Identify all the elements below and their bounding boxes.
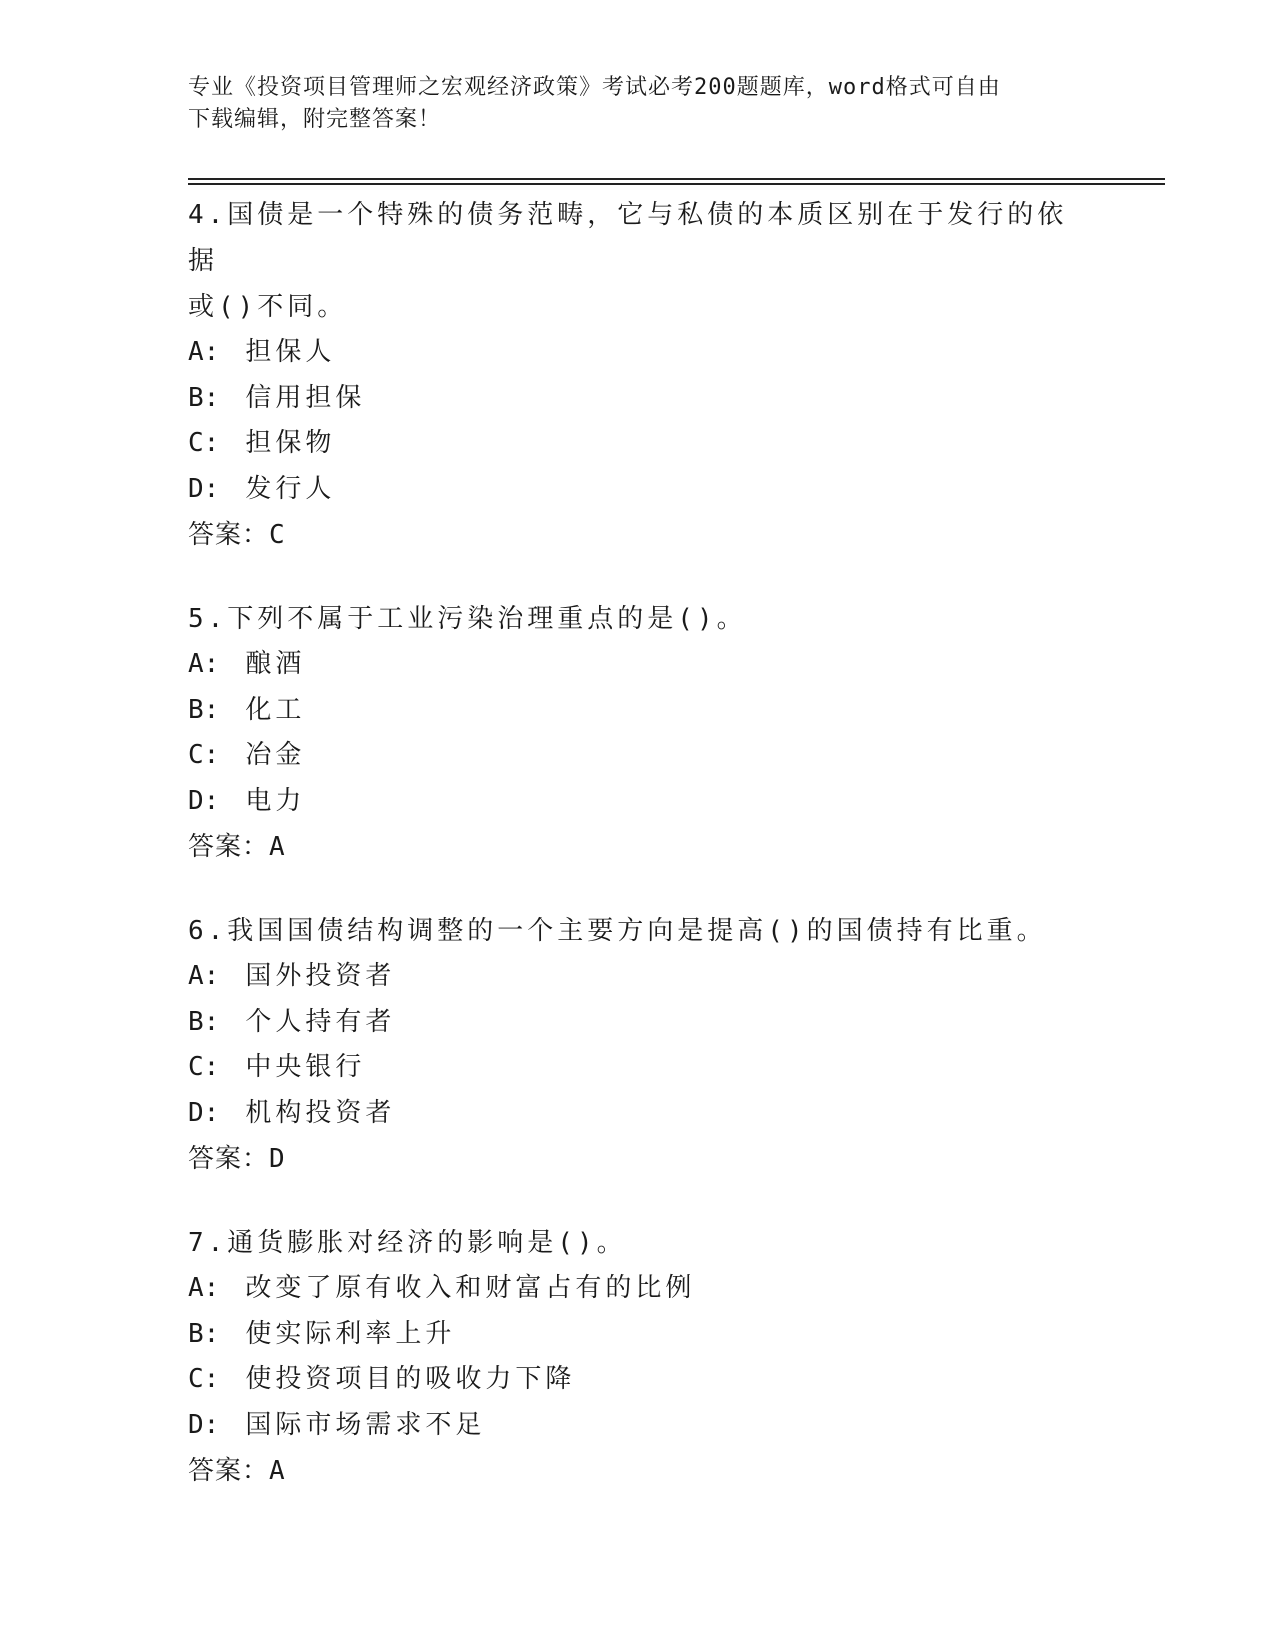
option-text: 信用担保 [245,382,366,413]
question-stem: 5.下列不属于工业污染治理重点的是()。 [188,604,747,634]
option-letter: C: [188,1052,220,1082]
option-b [188,1000,1088,1046]
answer-line [188,512,1088,558]
option-letter: D: [188,1409,220,1440]
option-text: 国外投资者 [245,961,396,991]
option-text: 使投资项目的吸收力下降 [245,1364,576,1394]
option-text: 改变了原有收入和财富占有的比例 [245,1273,696,1303]
document-header [188,72,1068,136]
option-b [188,1312,1088,1358]
question-stem: 7.通货膨胀对经济的影响是()。 [188,1228,627,1258]
option-text: 机构投资者 [245,1097,396,1128]
option-text: 化工 [245,694,306,725]
answer-value: C [269,520,286,550]
option-text: 国际市场需求不足 [245,1409,486,1440]
question-stem: 6.我国国债结构调整的一个主要方向是提高()的国债持有比重。 [188,916,1047,946]
option-text: 电力 [245,785,306,816]
option-letter: B: [188,1318,220,1349]
option-c [188,1357,1088,1403]
option-text: 个人持有者 [245,1006,396,1037]
option-b [188,688,1088,734]
option-c [188,1045,1088,1091]
option-letter: C: [188,428,220,458]
option-text: 冶金 [245,740,306,770]
question-5 [188,596,1088,870]
header-divider-bottom [188,183,1165,185]
answer-line [188,1448,1088,1494]
option-d [188,467,1088,513]
option-b [188,376,1088,422]
option-letter: A: [188,1273,220,1303]
option-text: 担保物 [245,428,336,458]
question-7 [188,1220,1088,1494]
answer-label: 答案： [188,1456,270,1486]
option-a [188,954,1088,1000]
header-line-2: 下载编辑，附完整答案！ [188,107,442,132]
option-a [188,642,1088,688]
option-letter: A: [188,649,220,679]
question-list [188,192,1088,1532]
option-text: 发行人 [245,473,336,504]
option-letter: D: [188,1097,220,1128]
option-c [188,733,1088,779]
answer-line [188,1136,1088,1182]
answer-label: 答案： [188,832,270,862]
option-text: 使实际利率上升 [245,1318,456,1349]
option-text: 酿酒 [245,649,306,679]
answer-label: 答案： [188,1144,270,1174]
question-stem: 4.国债是一个特殊的债务范畴，它与私债的本质区别在于发行的依据 [188,200,1068,276]
answer-label: 答案： [188,520,270,550]
option-letter: D: [188,785,220,816]
answer-value: A [269,1456,286,1486]
option-text: 中央银行 [245,1052,366,1082]
header-divider-top [188,178,1165,180]
header-line-1: 专业《投资项目管理师之宏观经济政策》考试必考200题题库，word格式可自由 [188,75,1001,100]
question-6 [188,908,1088,1182]
option-letter: B: [188,382,220,413]
option-letter: D: [188,473,220,504]
option-d [188,1091,1088,1137]
question-stem-continuation: 或()不同。 [188,292,348,322]
question-4 [188,192,1088,558]
option-d [188,779,1088,825]
answer-value: D [269,1144,286,1174]
option-letter: A: [188,337,220,367]
option-letter: C: [188,1364,220,1394]
answer-line [188,824,1088,870]
option-a [188,1266,1088,1312]
option-letter: C: [188,740,220,770]
option-letter: B: [188,1006,220,1037]
option-letter: B: [188,694,220,725]
answer-value: A [269,832,286,862]
option-a [188,330,1088,376]
option-c [188,421,1088,467]
option-d [188,1403,1088,1449]
option-letter: A: [188,961,220,991]
option-text: 担保人 [245,337,336,367]
